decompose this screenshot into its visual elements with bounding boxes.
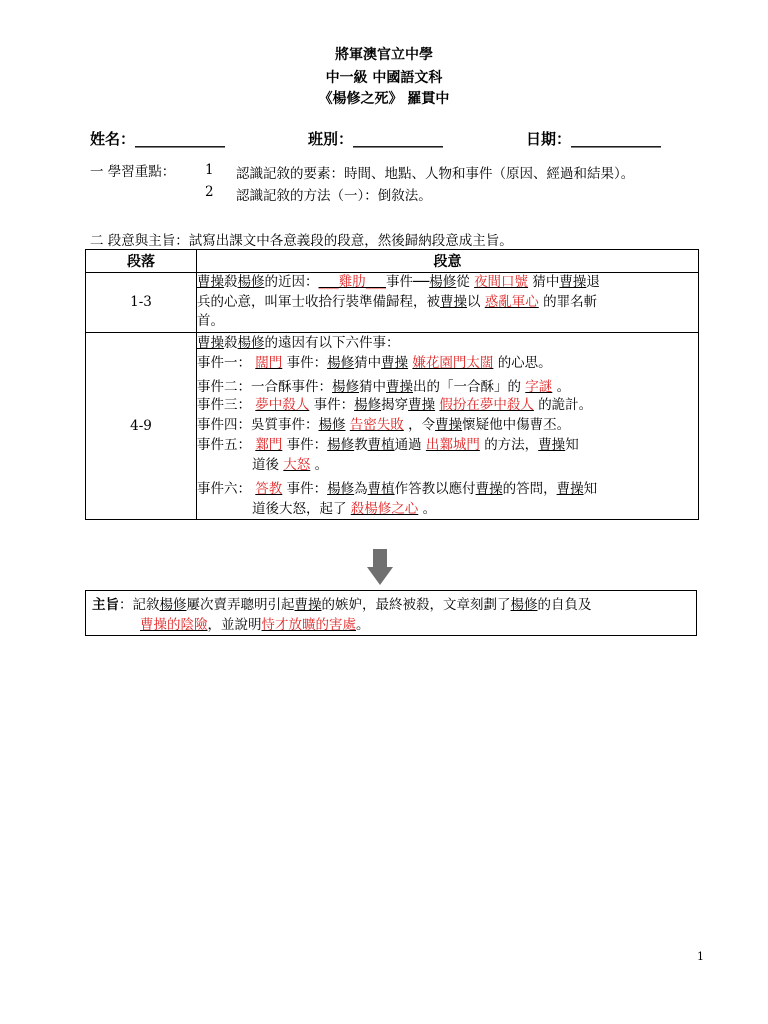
objective-2-num: 2 <box>205 184 214 200</box>
text: 。 <box>422 500 437 517</box>
person-name: 楊修 <box>237 274 265 290</box>
para-range-2: 4-9 <box>86 332 197 519</box>
text: 兵的心意，叫軍士收拾行裝準備歸程，被 <box>197 293 440 310</box>
person-name: 曹操 <box>556 480 584 497</box>
person-name: 楊修 <box>318 416 346 433</box>
text: 事件： <box>313 396 355 413</box>
text: 的遠因有以下六件事： <box>264 334 400 351</box>
answer-blank: 字謎 <box>525 378 553 395</box>
text: 以 <box>467 293 481 310</box>
answer-blank: 殺楊修之心 <box>350 500 419 517</box>
text: 一合酥事件： <box>251 378 332 395</box>
answer-blank: 嫌花園門太闊 <box>412 354 494 371</box>
answer-blank: 闊門 <box>255 354 283 371</box>
person-name: 曹操 <box>408 396 436 413</box>
objective-1-num: 1 <box>205 162 214 178</box>
person-name: 曹操 <box>559 274 587 290</box>
text: 的罪名斬 <box>543 293 598 310</box>
answer-blank: 夢中殺人 <box>255 396 310 413</box>
class-field[interactable]: 班別：____________ <box>308 130 444 148</box>
header-meaning: 段意 <box>197 250 699 273</box>
person-name: 楊修 <box>354 396 382 413</box>
para-range-1: 1-3 <box>86 273 197 333</box>
objective-1-text: 認識記敘的要素：時間、地點、人物和事件（原因、經過和結果）。 <box>236 166 635 182</box>
text: 。 <box>314 456 329 473</box>
text: 教 <box>354 436 368 453</box>
answer-blank: 鄴門 <box>255 436 283 453</box>
text: 屢次賣弄聰明引起 <box>186 597 295 613</box>
text: 的嫉妒，最終被殺，文章刻劃了 <box>321 597 511 613</box>
answer-blank: 告密失敗 <box>349 416 404 433</box>
person-name: 楊修 <box>510 597 538 613</box>
text: 知 <box>565 436 579 453</box>
text: 事件： <box>286 436 328 453</box>
person-name: 曹操 <box>386 378 413 395</box>
text: 退 <box>586 274 600 290</box>
answer-blank: 出鄴城門 <box>425 436 480 453</box>
text: 懷疑他中傷曹丕。 <box>462 416 571 433</box>
person-name: 楊修 <box>159 597 187 613</box>
text: 首。 <box>197 313 224 329</box>
text: 的方法， <box>484 436 539 453</box>
text: 通過 <box>394 436 422 453</box>
answer-blank: 假扮在夢中殺人 <box>439 396 534 413</box>
header-paragraph: 段落 <box>86 250 197 273</box>
text: 從 <box>456 274 470 290</box>
answer-blank: 夜間口號 <box>474 274 529 290</box>
table-row <box>86 273 699 333</box>
event-label: 事件三： <box>197 396 251 413</box>
person-name: 楊修 <box>327 480 355 497</box>
event-label: 事件六： <box>197 480 251 497</box>
text: 。 <box>356 617 370 633</box>
person-name: 楊修 <box>237 334 265 351</box>
paragraph-table <box>85 249 699 520</box>
text: 事件： <box>286 354 328 371</box>
text: 為 <box>354 480 368 497</box>
person-name: 楊修 <box>327 354 355 371</box>
person-name: 曹操 <box>294 597 322 613</box>
text: 事件： <box>286 480 328 497</box>
text: 道後 <box>252 456 279 473</box>
answer-blank: 惑亂軍心 <box>484 293 539 310</box>
person-name: 楊修 <box>332 378 359 395</box>
text: 。 <box>556 378 571 395</box>
text: 殺 <box>224 334 238 351</box>
text: 的心思。 <box>497 354 552 371</box>
subject-line: 中一級 中國語文科 <box>325 70 443 86</box>
person-name: 曹操 <box>381 354 409 371</box>
event-label: 事件二： <box>197 378 251 395</box>
text: 道後大怒，起了 <box>252 500 347 517</box>
theme-box <box>85 590 697 636</box>
meaning-cell-1 <box>197 273 699 333</box>
theme-label: 主旨 <box>92 597 119 613</box>
person-name: 曹操 <box>440 293 467 310</box>
text: 的自負及 <box>537 597 592 613</box>
lesson-title: 《楊修之死》 羅貫中 <box>318 91 450 107</box>
date-field[interactable]: 日期：____________ <box>526 130 662 148</box>
answer-blank: 大怒 <box>283 456 311 473</box>
text: 出的「一合酥」的 <box>413 378 521 395</box>
answer-blank: 曹操的陰險 <box>140 617 208 633</box>
text: 作答教以應付 <box>394 480 476 497</box>
person-name: 曹操 <box>435 416 463 433</box>
school-name: 將軍澳官立中學 <box>335 47 433 63</box>
text: ，令 <box>408 416 436 433</box>
section2-instruction: 試寫出課文中各意義段的段意，然後歸納段意成主旨。 <box>188 233 513 249</box>
table-header-row <box>86 250 699 273</box>
section2-line <box>90 229 513 249</box>
section2-heading: 二 段意與主旨： <box>90 233 189 249</box>
person-name: 曹植 <box>367 480 395 497</box>
answer-blank: 恃才放曠的害處 <box>261 617 356 633</box>
person-name: 楊修 <box>429 274 457 290</box>
text: 猜中 <box>532 274 560 290</box>
person-name: 曹操 <box>197 334 224 351</box>
text: 揭穿 <box>381 396 409 413</box>
text: 的詭計。 <box>538 396 593 413</box>
text: 猜中 <box>359 378 386 395</box>
name-field[interactable]: 姓名：____________ <box>90 130 226 148</box>
person-name: 曹操 <box>197 274 224 290</box>
table-row <box>86 332 699 519</box>
text: ，並說明 <box>207 617 262 633</box>
event-label: 事件四： <box>197 416 251 433</box>
down-arrow-icon <box>367 549 393 585</box>
text: 的近因： <box>264 274 319 290</box>
person-name: 曹操 <box>538 436 566 453</box>
answer-blank: ___雞肋___ <box>318 274 386 290</box>
text: 猜中 <box>354 354 382 371</box>
text: 知 <box>583 480 598 497</box>
event-label: 事件一： <box>197 354 251 371</box>
person-name: 楊修 <box>327 436 355 453</box>
event-label: 事件五： <box>197 436 251 453</box>
objective-2-text: 認識記敘的方法（一）：倒敘法。 <box>236 188 432 204</box>
page-number: 1 <box>697 950 704 963</box>
person-name: 曹植 <box>367 436 395 453</box>
objectives-heading: 一 學習重點： <box>90 164 176 180</box>
meaning-cell-2 <box>197 332 699 519</box>
text: 的答問， <box>502 480 557 497</box>
text: 事件── <box>386 274 430 290</box>
text: 吳質事件： <box>251 416 319 433</box>
answer-blank: 答教 <box>255 480 283 497</box>
text: 殺 <box>224 274 238 290</box>
person-name: 曹操 <box>475 480 503 497</box>
text: ：記敘 <box>119 597 160 613</box>
